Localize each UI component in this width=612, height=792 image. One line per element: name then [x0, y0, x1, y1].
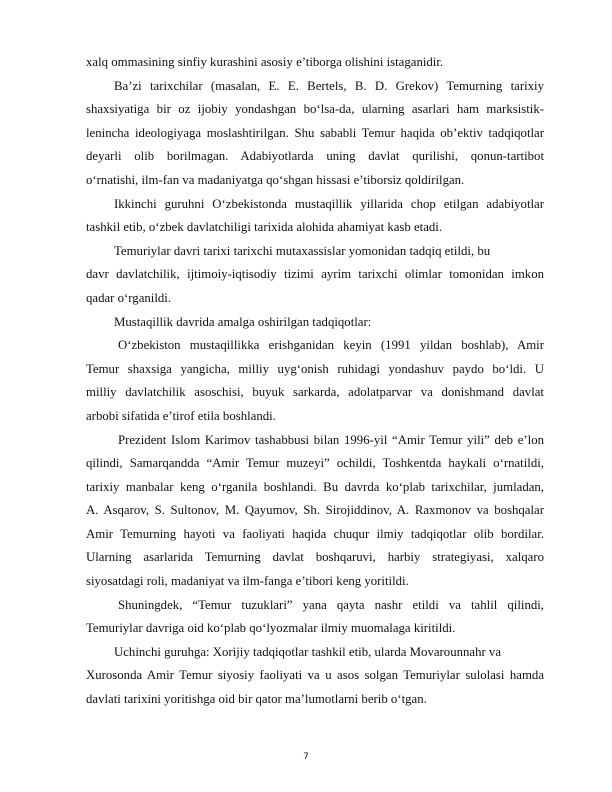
text-line: Ularning asarlarida Temurning davlat boshqaruvi, harbiy strategiyasi, xalqaro	[86, 550, 544, 565]
text-line: O‘zbekiston mustaqillikka erishganidan keyin (1991 yildan boshlab), Amir	[118, 338, 544, 353]
text-line: Temuriylar davri tarixi tarixchi mutaxassislar yomonidan tadqiq etildi, bu	[114, 243, 491, 258]
text-line: deyarli olib borilmagan. Adabiyotlarda uning davlat qurilishi, qonun-tartibot	[86, 149, 544, 164]
text-line: A. Asqarov, S. Sultonov, M. Qayumov, Sh. Sirojiddinov, A. Raxmonov va boshqalar	[86, 503, 544, 518]
text-line: arbobi sifatida e’tirof etila boshlandi.	[86, 408, 276, 423]
text-line: Xurosonda Amir Temur siyosiy faoliyati va u asos solgan Temuriylar sulolasi hamda	[86, 668, 544, 683]
text-line: Mustaqillik davrida amalga oshirilgan tadqiqotlar:	[114, 314, 372, 329]
text-line: qilindi, Samarqandda “Amir Temur muzeyi” ochildi, Toshkentda haykali o‘rnatildi,	[86, 456, 544, 471]
page-number: 7	[303, 752, 309, 762]
text-line: Temuriylar davriga oid ko‘plab qo‘lyozmalar ilmiy muomalaga kiritildi.	[86, 621, 456, 636]
text-line: siyosatdagi roli, madaniyat va ilm-fanga e’tibori keng yoritildi.	[86, 574, 409, 589]
text-line: davlati tarixini yoritishga oid bir qator ma’lumotlarni berib o‘tgan.	[86, 692, 427, 707]
text-line: Prezident Islom Karimov tashabbusi bilan 1996-yil “Amir Temur yili” deb e’lon	[118, 432, 544, 447]
text-line: Ikkinchi guruhni O‘zbekistonda mustaqillik yillarida chop etilgan adabiyotlar	[114, 196, 544, 211]
text-line: Shuningdek, “Temur tuzuklari” yana qayta nashr etildi va tahlil qilindi,	[118, 597, 544, 612]
text-line: lenincha ideologiyaga moslashtirilgan. Shu sababli Temur haqida ob’ektiv tadqiqotlar	[86, 125, 544, 140]
text-line: Uchinchi guruhga: Xorijiy tadqiqotlar tashkil etib, ularda Movarounnahr va	[114, 644, 502, 659]
text-line: shaxsiyatiga bir oz ijobiy yondashgan bo‘lsa-da, ularning asarlari ham marksistik-	[86, 102, 544, 117]
text-line: xalq ommasining sinfiy kurashini asosiy e’tiborga olishini istaganidir.	[86, 55, 444, 69]
text-line: milliy davlatchilik asoschisi, buyuk sarkarda, adolatparvar va donishmand davlat	[86, 385, 544, 400]
text-line: Ba’zi tarixchilar (masalan, E. E. Bertels, B. D. Grekov) Temurning tarixiy	[114, 78, 544, 93]
text-line: Amir Temurning hayoti va faoliyati haqida chuqur ilmiy tadqiqotlar olib bordilar.	[86, 526, 544, 541]
text-line: Temur shaxsiga yangicha, milliy uyg‘onish ruhidagi yondashuv paydo bo‘ldi. U	[86, 361, 544, 376]
text-line: tashkil etib, o‘zbek davlatchiligi tarixida alohida ahamiyat kasb etadi.	[86, 220, 443, 235]
document-body	[86, 51, 544, 712]
text-line: tarixiy manbalar keng o‘rganila boshlandi. Bu davrda ko‘plab tarixchilar, jumladan,	[86, 479, 544, 494]
text-line: qadar o‘rganildi.	[86, 290, 172, 305]
text-line: davr davlatchilik, ijtimoiy-iqtisodiy tizimi ayrim tarixchi olimlar tomonidan imkon	[86, 267, 544, 282]
text-line: o‘rnatishi, ilm-fan va madaniyatga qo‘shgan hissasi e’tiborsiz qoldirilgan.	[86, 172, 465, 187]
